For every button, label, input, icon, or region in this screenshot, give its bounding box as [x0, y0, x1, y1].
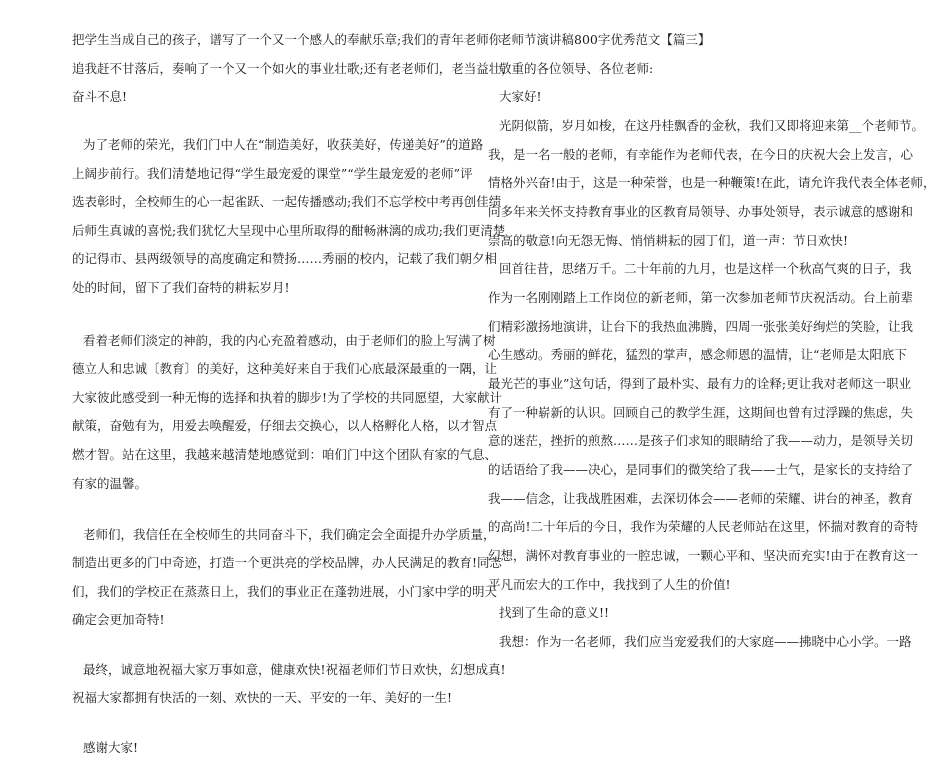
text-line: 最光芒的事业”这句话，得到了最朴实、最有力的诠释;更让我对老师这一职业 — [488, 376, 912, 391]
text-line: 为了老师的荣光，我们门中人在“制造美好，收获美好，传递美好”的道路 — [83, 137, 484, 152]
text-line: 制造出更多的门中奇迹，打造一个更洪亮的学校品牌，办人民满足的教育!同志 — [72, 555, 503, 570]
text-line: 光阴似箭，岁月如梭，在这丹桂飘香的金秋，我们又即将迎来第__个老师节。 — [499, 118, 925, 133]
salutation: 敬重的各位领导、各位老师: — [499, 61, 654, 76]
text-line: 平凡而宏大的工作中，我找到了人生的价值! — [488, 577, 731, 592]
text-line: 我——信念，让我战胜困难，去深切体会——老师的荣耀、讲台的神圣，教育 — [488, 491, 914, 506]
text-line: 的记得市、县两级领导的高度确定和赞扬……秀丽的校内，记载了我们朝夕相 — [72, 251, 498, 266]
text-line: 的高尚!二十年后的今日，我作为荣耀的人民老师站在这里，怀揣对教育的奇特 — [488, 519, 919, 534]
text-line: 作为一名刚刚踏上工作岗位的新老师，第一次参加老师节庆祝活动。台上前辈 — [488, 290, 914, 305]
text-line: 感谢大家! — [83, 740, 139, 755]
text-line: 选表彰时，全校师生的心一起雀跃、一起传播感动;我们不忘学校中考再创佳绩 — [72, 194, 502, 209]
text-line: 奋斗不息! — [72, 89, 128, 104]
text-line: 心生感动。秀丽的鲜花，猛烈的掌声，感念师恩的温情，让“老师是太阳底下 — [488, 347, 907, 362]
text-line: 有家的温馨。 — [72, 476, 148, 491]
text-line: 幻想，满怀对教育事业的一腔忠诚，一颗心平和、坚决而充实!由于在教育这一 — [488, 548, 919, 563]
text-line: 把学生当成自己的孩子，谱写了一个又一个感人的奉献乐章;我们的青年老师你 — [72, 32, 502, 47]
greeting: 大家好! — [499, 89, 542, 104]
text-line: 确定会更加奇特! — [72, 612, 165, 627]
text-line: 德立人和忠诚〔教育〕的美好，这种美好来自于我们心底最深最重的一隅，让 — [72, 361, 498, 376]
text-line: 献策，奋勉有为，用爱去唤醒爱，仔细去交换心，以人格孵化人格，以才智点 — [72, 418, 498, 433]
text-line: 燃才智。站在这里，我越来越清楚地感觉到：咱们门中这个团队有家的气息、 — [72, 447, 498, 462]
text-line: 最终，诚意地祝福大家万事如意，健康欢快!祝福老师们节日欢快，幻想成真! — [83, 662, 506, 677]
text-line: 崇高的敬意!向无怨无悔、悄悄耕耘的园丁们，道一声：节日欢快! — [488, 233, 849, 248]
text-line: 的话语给了我——决心，是同事们的微笑给了我——士气，是家长的支持给了 — [488, 462, 914, 477]
text-line: 处的时间，留下了我们奋特的耕耘岁月! — [72, 280, 290, 295]
text-line: 祝福大家都拥有快活的一刻、欢快的一天、平安的一年、美好的一生! — [72, 690, 453, 705]
text-line: 追我赶不甘落后，奏响了一个又一个如火的事业壮歌;还有老老师们，老当益壮， — [72, 61, 514, 76]
text-line: 们精彩激扬地演讲，让台下的我热血沸腾，四周一张张美好绚烂的笑脸，让我 — [488, 319, 914, 334]
text-line: 我，是一名一般的老师，有幸能作为老师代表，在今日的庆祝大会上发言，心 — [488, 147, 914, 162]
text-line: 意的迷茫，挫折的煎熬……是孩子们求知的眼睛给了我——动力，是领导关切 — [488, 433, 914, 448]
text-line: 看着老师们淡定的神韵，我的内心充盈着感动，由于老师们的脸上写满了树 — [83, 333, 496, 348]
text-line: 上阔步前行。我们清楚地记得“学生最宠爱的课堂”“学生最宠爱的老师”评 — [72, 166, 473, 181]
text-line: 向多年来关怀支持教育事业的区教育局领导、办事处领导，表示诚意的感谢和 — [488, 204, 914, 219]
article-title: 老师节演讲稿800字优秀范文【篇三】 — [499, 32, 711, 47]
text-line: 老师们，我信任在全校师生的共同奋斗下，我们确定会全面提升办学质量， — [83, 527, 496, 542]
text-line: 回首往昔，思绪万千。二十年前的九月，也是这样一个秋高气爽的日子，我 — [499, 261, 912, 276]
text-line: 情格外兴奋!由于，这是一种荣誉，也是一种鞭策!在此，请允许我代表全体老师， — [488, 175, 936, 190]
text-line: 们，我们的学校正在蒸蒸日上，我们的事业正在蓬勃进展，小门家中学的明天 — [72, 584, 498, 599]
text-line: 我想：作为一名老师，我们应当宠爱我们的大家庭——拂晓中心小学。一路 — [499, 634, 912, 649]
text-line: 大家彼此感受到一种无悔的选择和执着的脚步!为了学校的共同愿望，大家献计 — [72, 390, 503, 405]
text-line: 后师生真诚的喜悦;我们犹忆大呈现中心里所取得的酣畅淋漓的成功;我们更清楚 — [72, 223, 506, 238]
text-line: 有了一种崭新的认识。回顾自己的教学生涯，这期间也曾有过浮躁的焦虑，失 — [488, 405, 914, 420]
text-line: 找到了生命的意义!! — [499, 605, 610, 620]
